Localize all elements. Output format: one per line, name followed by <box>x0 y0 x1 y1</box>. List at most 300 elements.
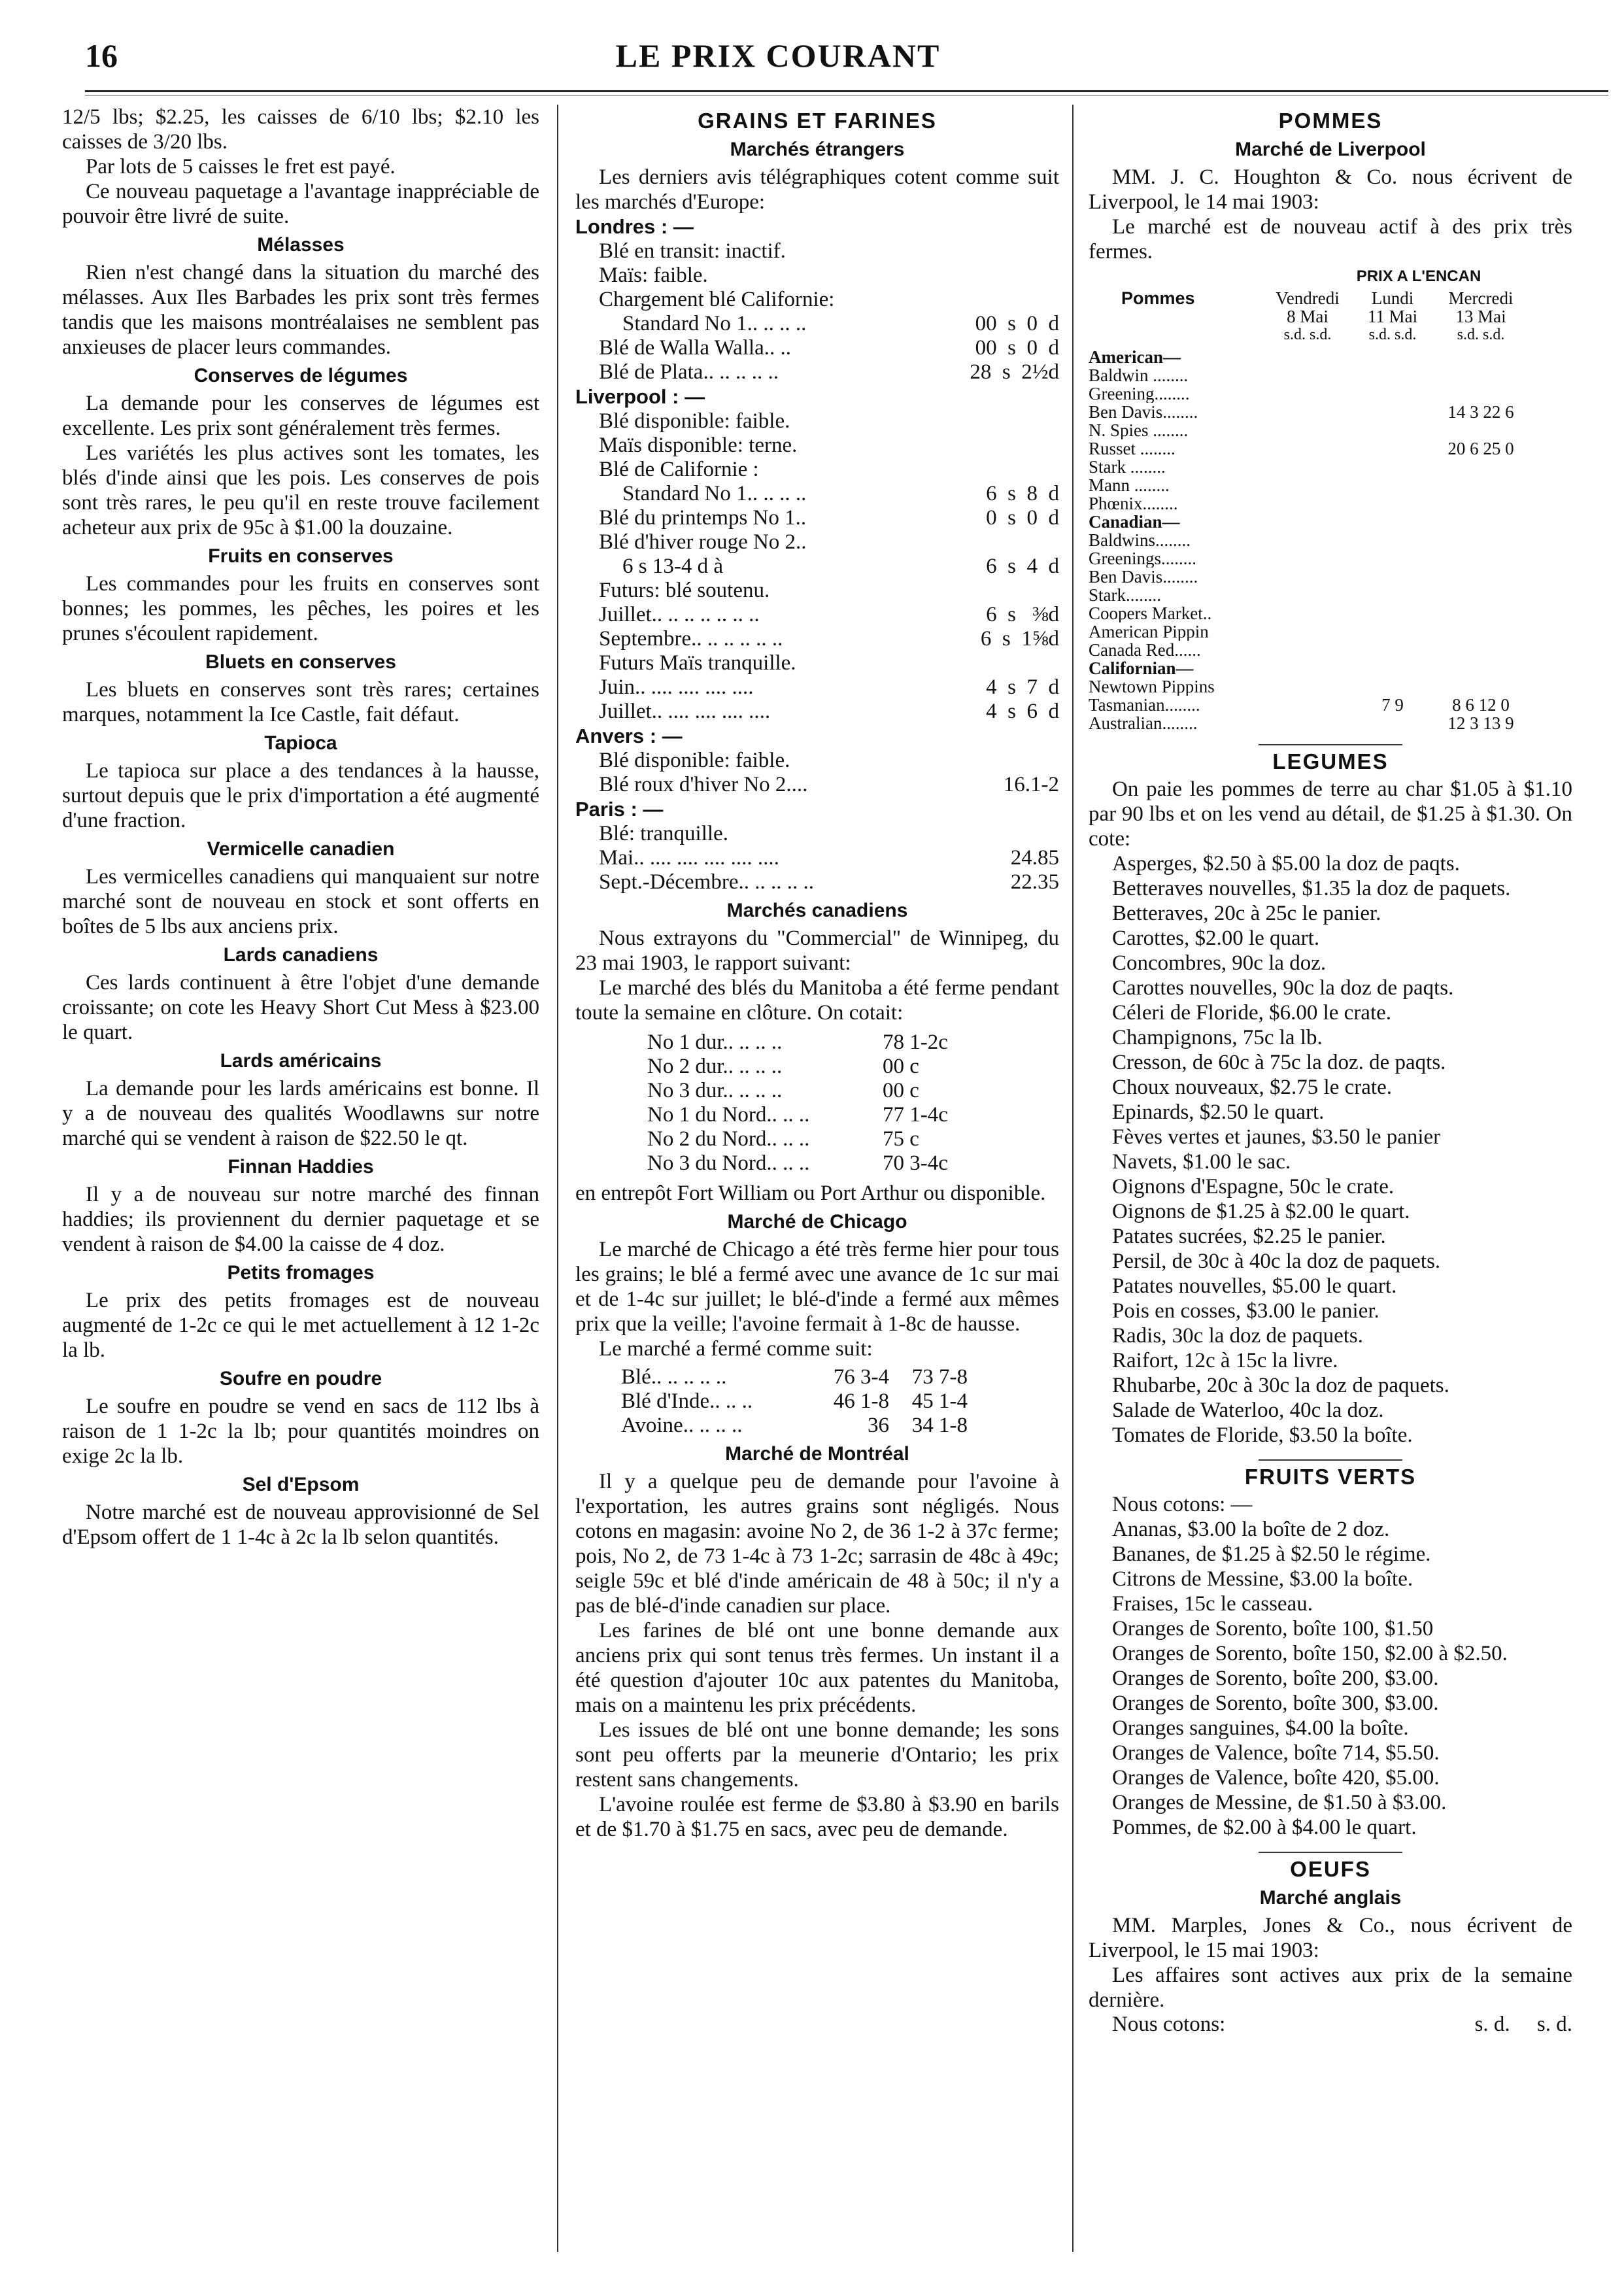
price-friday <box>1265 696 1350 714</box>
price-friday <box>1265 714 1350 732</box>
market-liverpool <box>575 384 1059 724</box>
paragraph: Les variétés les plus actives sont les tomates, les blés d'inde ainsi que les pois. Les conserves de pois sont très rares, le peu qu'il en reste trouve facilement acheteur aux prix de 95c à $1.00 la douzaine. <box>62 441 539 539</box>
grade-label: No 3 dur.. .. .. .. <box>647 1079 783 1102</box>
grade-price: 00 c <box>883 1079 919 1102</box>
price-line <box>575 360 1059 384</box>
apple-variety: Ben Davis........ <box>1089 568 1198 586</box>
section-title: FRUITS VERTS <box>1244 1465 1417 1489</box>
paragraph: Ces lards continuent à être l'objet d'une demande croissante; on cote les Heavy Short Cut Mess à $23.00 le quart. <box>62 971 539 1044</box>
article-list <box>62 233 539 1550</box>
grade-label: No 1 du Nord.. .. .. <box>647 1103 810 1127</box>
price-label: Blé du printemps No 1.. <box>599 506 807 530</box>
city-label: Liverpool : — <box>575 385 705 408</box>
paragraph: Les farines de blé ont une bonne demande aux anciens prix qui sont tenus très fermes. Un instant il a été question d'ajouter 10c aux patentes du Manitoba, mais on a maintenu les prix précédents. <box>575 1619 1059 1717</box>
vegetable-price: Navets, $1.00 le sac. <box>1112 1150 1291 1174</box>
price-label: Juillet.. .... .... .... .... <box>599 700 771 723</box>
price-value: 4 s 7 d <box>986 675 1059 699</box>
price-label: Blé de Californie : <box>599 458 759 481</box>
day-date: 11 Mai <box>1367 307 1418 326</box>
paragraph: 12/5 lbs; $2.25, les caisses de 6/10 lbs; $2.10 les caisses de 3/20 lbs. <box>62 105 539 154</box>
price-value: 16.1-2 <box>1003 773 1059 796</box>
paragraph: en entrepôt Fort William ou Port Arthur ou disponible. <box>575 1182 1046 1205</box>
price-label: Blé: tranquille. <box>599 822 728 845</box>
table-caption: PRIX A L'ENCAN <box>1356 267 1481 285</box>
vegetable-price: Patates nouvelles, $5.00 le quart. <box>1112 1274 1397 1298</box>
vegetable-price: Champignons, 75c la lb. <box>1112 1026 1323 1049</box>
price-monday <box>1350 458 1435 476</box>
price-line <box>575 651 1059 675</box>
price-line <box>575 434 1059 458</box>
unit-label: s.d. s.d. <box>1283 326 1332 343</box>
vegetable-price: Radis, 30c la doz de paquets. <box>1112 1324 1363 1348</box>
price-value: 0 s 0 d <box>986 506 1059 530</box>
section-heading: Lards américains <box>220 1050 382 1072</box>
price-line <box>575 603 1059 627</box>
fruit-price: Oranges sanguines, $4.00 la boîte. <box>1112 1716 1409 1740</box>
price-line <box>575 870 1059 894</box>
price-monday <box>1350 494 1435 513</box>
grade-price: 00 c <box>883 1055 919 1078</box>
column-divider <box>1072 105 1074 2252</box>
price-wednesday <box>1435 458 1527 476</box>
apple-origin: Californian— <box>1089 659 1194 677</box>
apple-variety: N. Spies ........ <box>1089 421 1189 439</box>
paragraph: Le marché des blés du Manitoba a été ferme pendant toute la semaine en clôture. On cotait: <box>575 976 1059 1025</box>
apple-variety: Canada Red...... <box>1089 641 1201 659</box>
price-wednesday: 12 3 13 9 <box>1447 714 1514 732</box>
price-line <box>575 336 1059 360</box>
price-monday <box>1350 677 1435 696</box>
vegetable-price: Oignons de $1.25 à $2.00 le quart. <box>1112 1200 1410 1223</box>
city-label: Paris : — <box>575 798 664 821</box>
price-label: Juillet.. .. .. .. .. .. .. <box>599 603 760 626</box>
paragraph: Le marché est de nouveau actif à des prix très fermes. <box>1089 215 1572 264</box>
vegetable-price: Betteraves nouvelles, $1.35 la doz de paquets. <box>1112 877 1511 900</box>
apple-variety: Greenings........ <box>1089 549 1196 568</box>
grade-label: No 3 du Nord.. .. .. <box>647 1151 810 1175</box>
vegetable-price: Epinards, $2.50 le quart. <box>1112 1100 1325 1124</box>
price-line <box>575 675 1059 700</box>
price-monday <box>1350 586 1435 604</box>
price-wednesday <box>1435 421 1527 439</box>
price-line <box>575 458 1059 482</box>
grade-label: No 1 dur.. .. .. .. <box>647 1030 783 1054</box>
section-heading: Tapioca <box>264 732 337 754</box>
grade-label: No 2 du Nord.. .. .. <box>647 1127 810 1151</box>
price-value: 6 s ⅜d <box>986 603 1059 626</box>
unit-label: s.d. s.d. <box>1457 326 1505 343</box>
price-label: Mai.. .... .... .... .... .... <box>599 846 779 870</box>
price-friday <box>1265 458 1350 476</box>
price-line <box>575 239 1059 264</box>
vegetable-price: Betteraves, 20c à 25c le panier. <box>1112 902 1381 925</box>
price-value: 00 s 0 d <box>975 312 1059 335</box>
section-title: OEUFS <box>1290 1857 1371 1881</box>
fruit-price: Oranges de Valence, boîte 420, $5.00. <box>1112 1766 1440 1790</box>
paragraph: Le tapioca sur place a des tendances à la hausse, surtout depuis que le prix d'importation a été augmenté d'une fraction. <box>62 759 539 832</box>
vegetable-price-list <box>1089 851 1572 1448</box>
subsection-title: Marchés canadiens <box>726 900 908 921</box>
city-label: Anvers : — <box>575 724 683 747</box>
apple-variety: Newtown Pippins <box>1089 677 1215 696</box>
price-monday <box>1350 366 1435 384</box>
subsection-title: Marché anglais <box>1259 1887 1402 1909</box>
price-wednesday <box>1435 366 1527 384</box>
price-monday <box>1350 348 1435 366</box>
price-list <box>575 822 1059 894</box>
grain-price-today: 76 3-4 <box>833 1365 889 1389</box>
column-label: Pommes <box>1121 289 1195 308</box>
vegetable-price: Oignons d'Espagne, 50c le crate. <box>1112 1175 1395 1198</box>
grade-price: 78 1-2c <box>883 1030 948 1054</box>
apple-variety: Phœnix........ <box>1089 494 1178 513</box>
apple-variety: Australian........ <box>1089 714 1198 732</box>
price-value: 6 s 4 d <box>986 554 1059 578</box>
price-friday <box>1265 439 1350 458</box>
apple-variety: Stark ........ <box>1089 458 1166 476</box>
vegetable-price: Salade de Waterloo, 40c la doz. <box>1112 1399 1384 1422</box>
price-label: Chargement blé Californie: <box>599 288 835 311</box>
price-line <box>575 506 1059 530</box>
apple-origin: Canadian— <box>1089 513 1180 531</box>
price-line <box>575 773 1059 797</box>
fruit-price: Oranges de Sorento, boîte 200, $3.00. <box>1112 1667 1439 1690</box>
paragraph: Il y a quelque peu de demande pour l'avoine à l'exportation, les autres grains sont négligés. Nous cotons en magasin: avoine No 2, de 36 1-2 à 37c ferme; pois, No 2, de 73 1-4c à 73 1-2c; sarrasin de 48c à 49c; seigle 59c et blé d'inde américain de 48 à 50c; il n'y a pas de blé-d'inde canadien sur place. <box>575 1470 1059 1618</box>
header-rule <box>85 90 1608 92</box>
paragraph: On paie les pommes de terre au char $1.05 à $1.10 par 90 lbs et on les vend au détail, de $1.25 à $1.30. On cote: <box>1089 777 1572 851</box>
paragraph: Les affaires sont actives aux prix de la semaine dernière. <box>1089 1964 1572 2012</box>
grain-label: Blé d'Inde.. .. .. <box>621 1389 753 1413</box>
fruit-price: Bananes, de $1.25 à $2.50 le régime. <box>1112 1542 1431 1566</box>
paragraph: Ce nouveau paquetage a l'avantage inappréciable de pouvoir être livré de suite. <box>62 180 539 228</box>
price-friday <box>1265 494 1350 513</box>
apple-variety: Mann ........ <box>1089 476 1170 494</box>
price-monday: 7 9 <box>1381 696 1404 714</box>
fruit-price: Oranges de Messine, de $1.50 à $3.00. <box>1112 1791 1447 1814</box>
price-monday <box>1350 384 1435 403</box>
fruit-price: Pommes, de $2.00 à $4.00 le quart. <box>1112 1816 1417 1839</box>
section-rule <box>1259 1459 1402 1461</box>
price-value: 6 s 1⅝d <box>980 627 1059 651</box>
price-label: Maïs: faible. <box>599 264 708 287</box>
price-label: Septembre.. .. .. .. .. .. <box>599 627 783 651</box>
price-line <box>575 579 1059 603</box>
vegetable-price: Fèves vertes et jaunes, $3.50 le panier <box>1112 1125 1441 1149</box>
price-value: 00 s 0 d <box>975 336 1059 360</box>
price-wednesday <box>1435 659 1527 677</box>
section-heading: Petits fromages <box>227 1262 375 1284</box>
price-label: Blé de Plata.. .. .. .. .. <box>599 360 779 384</box>
section-heading: Finnan Haddies <box>228 1156 374 1178</box>
apple-variety: Tasmanian........ <box>1089 696 1200 714</box>
grain-price-today: 46 1-8 <box>833 1389 889 1413</box>
grade-price: 77 1-4c <box>883 1103 948 1127</box>
price-value: 24.85 <box>1010 846 1059 870</box>
vegetable-price: Asperges, $2.50 à $5.00 la doz de paqts. <box>1112 852 1460 876</box>
section-heading: Conserves de légumes <box>194 365 408 386</box>
page-number: 16 <box>85 37 118 74</box>
price-monday <box>1350 659 1435 677</box>
apple-origin: American— <box>1089 348 1181 366</box>
section-rule <box>1259 1852 1402 1853</box>
section-title: GRAINS ET FARINES <box>698 109 937 133</box>
apple-variety: American Pippin <box>1089 622 1209 641</box>
section-title: LEGUMES <box>1272 749 1389 774</box>
price-friday <box>1265 476 1350 494</box>
price-monday <box>1350 641 1435 659</box>
price-wednesday <box>1435 513 1527 531</box>
price-label: Sept.-Décembre.. .. .. .. .. <box>599 870 814 894</box>
section-heading: Bluets en conserves <box>205 651 396 673</box>
price-wednesday <box>1435 476 1527 494</box>
paragraph: MM. J. C. Houghton & Co. nous écrivent de Liverpool, le 14 mai 1903: <box>1089 165 1572 214</box>
price-label: Standard No 1.. .. .. .. <box>622 482 807 505</box>
price-value: 4 s 6 d <box>986 700 1059 723</box>
grade-label: No 2 dur.. .. .. .. <box>647 1055 783 1078</box>
price-monday <box>1350 531 1435 549</box>
price-label: Futurs Maïs tranquille. <box>599 651 796 675</box>
price-friday <box>1265 568 1350 586</box>
market-anvers <box>575 724 1059 797</box>
paragraph: Les bluets en conserves sont très rares; certaines marques, notamment la Ice Castle, fait défaut. <box>62 678 539 726</box>
price-friday <box>1265 549 1350 568</box>
column-divider <box>557 105 558 2252</box>
price-label: Blé d'hiver rouge No 2.. <box>599 530 807 554</box>
grain-label: Avoine.. .. .. .. <box>621 1414 743 1437</box>
price-wednesday <box>1435 531 1527 549</box>
price-friday <box>1265 403 1350 421</box>
city-label: Londres : — <box>575 215 694 238</box>
day-date: 13 Mai <box>1455 307 1506 326</box>
unit-label: s.d. s.d. <box>1368 326 1417 343</box>
chicago-price-table <box>621 1365 1059 1438</box>
vegetable-price: Raifort, 12c à 15c la livre. <box>1112 1349 1338 1372</box>
price-label: 6 s 13-4 d à <box>622 554 723 578</box>
paragraph: Nous cotons: — <box>1112 1493 1253 1516</box>
price-value: 6 s 8 d <box>986 482 1059 505</box>
column-right <box>1089 105 1572 2252</box>
day-name: Mercredi <box>1448 289 1514 308</box>
vegetable-price: Concombres, 90c la doz. <box>1112 951 1327 975</box>
price-wednesday <box>1435 384 1527 403</box>
subsection-title: Marchés étrangers <box>730 139 905 160</box>
price-label: Futurs: blé soutenu. <box>599 579 770 602</box>
paragraph: Notre marché est de nouveau approvisionné de Sel d'Epsom offert de 1 1-4c à 2c la lb selon quantités. <box>62 1501 539 1549</box>
apple-price-table <box>1089 348 1572 732</box>
price-friday <box>1265 348 1350 366</box>
price-line <box>575 312 1059 336</box>
section-heading: Lards canadiens <box>223 944 379 966</box>
price-label: Blé en transit: inactif. <box>599 239 786 263</box>
price-wednesday <box>1435 641 1527 659</box>
price-line <box>575 554 1059 579</box>
price-monday <box>1350 622 1435 641</box>
apple-variety: Stark........ <box>1089 586 1161 604</box>
paragraph: Le marché a fermé comme suit: <box>599 1337 873 1361</box>
paragraph: Le soufre en poudre se vend en sacs de 112 lbs à raison de 1 1-2c la lb; pour quantités moindres on exige 2c la lb. <box>62 1395 539 1468</box>
price-friday <box>1265 513 1350 531</box>
subsection-title: Marché de Liverpool <box>1235 139 1426 160</box>
apple-table-header <box>1089 289 1572 344</box>
fruit-price: Oranges de Sorento, boîte 100, $1.50 <box>1112 1617 1434 1640</box>
price-value: s. d. s. d. <box>1474 2013 1572 2036</box>
price-line <box>1089 2013 1572 2037</box>
price-monday <box>1350 421 1435 439</box>
spacer <box>1089 326 1265 344</box>
grade-price: 75 c <box>883 1127 919 1151</box>
grade-price: 70 3-4c <box>883 1151 948 1175</box>
price-line <box>575 409 1059 434</box>
grain-price-previous: 73 7-8 <box>911 1365 968 1389</box>
page-header <box>85 34 1608 86</box>
vegetable-price: Tomates de Floride, $3.50 la boîte. <box>1112 1423 1413 1447</box>
price-list <box>575 749 1059 797</box>
fruit-price: Oranges de Valence, boîte 714, $5.50. <box>1112 1741 1440 1765</box>
section-rule <box>1259 744 1402 745</box>
vegetable-price: Rhubarbe, 20c à 30c la doz de paquets. <box>1112 1374 1449 1397</box>
section-title: POMMES <box>1278 109 1383 133</box>
price-line <box>575 700 1059 724</box>
price-monday <box>1350 476 1435 494</box>
wheat-price-table <box>647 1030 1059 1176</box>
price-friday <box>1265 677 1350 696</box>
price-wednesday <box>1435 604 1527 622</box>
apple-variety: Russet ........ <box>1089 439 1176 458</box>
price-wednesday <box>1435 622 1527 641</box>
price-monday <box>1350 403 1435 421</box>
vegetable-price: Carottes nouvelles, 90c la doz de paqts. <box>1112 976 1454 1000</box>
price-list <box>575 409 1059 724</box>
price-label: Blé roux d'hiver No 2.... <box>599 773 808 796</box>
price-monday <box>1350 439 1435 458</box>
price-line <box>575 749 1059 773</box>
paragraph: Les vermicelles canadiens qui manquaient sur notre marché sont de nouveau en stock et sont offerts en boîtes de 5 lbs aux anciens prix. <box>62 865 539 938</box>
price-label: Maïs disponible: terne. <box>599 434 798 457</box>
price-wednesday <box>1435 586 1527 604</box>
subsection-title: Marché de Chicago <box>727 1211 907 1232</box>
price-line <box>575 288 1059 312</box>
paragraph: Les issues de blé ont une bonne demande; les sons sont peu offerts par la meunerie d'Ontario; les prix restent sans changements. <box>575 1718 1059 1792</box>
apple-variety: Baldwin ........ <box>1089 366 1189 384</box>
paragraph: Nous extrayons du "Commercial" de Winnipeg, du 23 mai 1903, le rapport suivant: <box>575 926 1059 975</box>
paragraph: Les commandes pour les fruits en conserves sont bonnes; les pommes, les pêches, les poires et les prunes s'écoulent rapidement. <box>62 572 539 645</box>
section-heading: Soufre en poudre <box>219 1368 382 1389</box>
apple-variety: Greening........ <box>1089 384 1190 403</box>
paragraph: Rien n'est changé dans la situation du marché des mélasses. Aux Iles Barbades les prix sont très fermes tandis que les maisons montréalaises ne semblent pas anxieuses de placer leurs commandes. <box>62 261 539 359</box>
section-heading: Mélasses <box>257 234 345 256</box>
subsection-title: Marché de Montréal <box>725 1443 909 1465</box>
price-line <box>575 846 1059 870</box>
price-value: 22.35 <box>1010 870 1059 894</box>
day-name: Vendredi <box>1276 289 1340 308</box>
price-line <box>575 822 1059 846</box>
price-wednesday <box>1435 494 1527 513</box>
paragraph: Les derniers avis télégraphiques cotent comme suit les marchés d'Europe: <box>575 165 1059 214</box>
day-header <box>1350 289 1435 326</box>
price-friday <box>1265 366 1350 384</box>
fruit-price: Citrons de Messine, $3.00 la boîte. <box>1112 1567 1413 1591</box>
fruit-price-list <box>1089 1517 1572 1840</box>
grain-price-previous: 34 1-8 <box>911 1414 968 1437</box>
price-label: Blé disponible: faible. <box>599 409 790 433</box>
paragraph: La demande pour les conserves de légumes est excellente. Les prix sont généralement très fermes. <box>62 392 539 440</box>
price-friday <box>1265 604 1350 622</box>
section-heading: Vermicelle canadien <box>207 838 395 860</box>
vegetable-price: Pois en cosses, $3.00 le panier. <box>1112 1299 1379 1323</box>
price-line <box>575 627 1059 651</box>
price-friday <box>1265 641 1350 659</box>
price-friday <box>1265 384 1350 403</box>
paragraph: La demande pour les lards américains est bonne. Il y a de nouveau des qualités Woodlawns sur notre marché qui se vendent à raison de $22.50 le qt. <box>62 1077 539 1150</box>
paragraph: Par lots de 5 caisses le fret est payé. <box>86 155 396 178</box>
vegetable-price: Cresson, de 60c à 75c la doz. de paqts. <box>1112 1051 1446 1074</box>
price-wednesday <box>1435 677 1527 696</box>
fruit-price: Oranges de Sorento, boîte 150, $2.00 à $2.50. <box>1112 1642 1508 1665</box>
vegetable-price: Persil, de 30c à 40c la doz de paquets. <box>1112 1250 1441 1273</box>
fruit-price: Oranges de Sorento, boîte 300, $3.00. <box>1112 1692 1439 1715</box>
fruit-price: Ananas, $3.00 la boîte de 2 doz. <box>1112 1518 1390 1541</box>
price-label: Nous cotons: <box>1112 2013 1226 2036</box>
paragraph: MM. Marples, Jones & Co., nous écrivent de Liverpool, le 15 mai 1903: <box>1089 1914 1572 1962</box>
paragraph: Il y a de nouveau sur notre marché des finnan haddies; ils proviennent du dernier paquetage et se vendent à raison de $4.00 la caisse de 4 doz. <box>62 1183 539 1256</box>
price-wednesday <box>1435 568 1527 586</box>
price-friday <box>1265 659 1350 677</box>
price-wednesday <box>1435 549 1527 568</box>
day-name: Lundi <box>1371 289 1414 308</box>
price-label: Juin.. .... .... .... .... <box>599 675 754 699</box>
vegetable-price: Choux nouveaux, $2.75 le crate. <box>1112 1076 1392 1099</box>
price-wednesday: 20 6 25 0 <box>1447 439 1514 458</box>
market-londres <box>575 214 1059 384</box>
price-value: 28 s 2½d <box>970 360 1059 384</box>
newspaper-title: LE PRIX COURANT <box>615 37 941 74</box>
day-header <box>1265 289 1350 326</box>
price-label: Standard No 1.. .. .. .. <box>622 312 807 335</box>
price-friday <box>1265 421 1350 439</box>
column-middle <box>575 105 1059 2252</box>
fruit-price: Fraises, 15c le casseau. <box>1112 1592 1313 1616</box>
price-line <box>575 530 1059 554</box>
section-heading: Sel d'Epsom <box>242 1474 360 1495</box>
market-paris <box>575 797 1059 894</box>
price-monday <box>1350 513 1435 531</box>
grain-label: Blé.. .. .. .. .. <box>621 1365 727 1389</box>
apple-variety: Coopers Market.. <box>1089 604 1212 622</box>
price-wednesday <box>1435 348 1527 366</box>
price-wednesday: 8 6 12 0 <box>1452 696 1510 714</box>
apple-variety: Ben Davis........ <box>1089 403 1198 421</box>
price-monday <box>1350 714 1435 732</box>
vegetable-price: Patates sucrées, $2.25 le panier. <box>1112 1225 1386 1248</box>
price-friday <box>1265 531 1350 549</box>
price-friday <box>1265 622 1350 641</box>
price-label: Blé de Walla Walla.. .. <box>599 336 792 360</box>
paragraph: Le marché de Chicago a été très ferme hier pour tous les grains; le blé a fermé avec une avance de 1c sur mai et de 1-4c sur juillet; le blé-d'inde a fermé aux mêmes prix que la veille; l'avoine fermait à 1-8c de hausse. <box>575 1238 1059 1336</box>
price-wednesday: 14 3 22 6 <box>1447 403 1514 421</box>
price-monday <box>1350 568 1435 586</box>
column-left <box>62 105 539 2252</box>
price-label: Blé disponible: faible. <box>599 749 790 772</box>
paragraph: L'avoine roulée est ferme de $3.80 à $3.90 en barils et de $1.70 à $1.75 en sacs, avec peu de demande. <box>575 1793 1059 1841</box>
vegetable-price: Céleri de Floride, $6.00 le crate. <box>1112 1001 1392 1025</box>
price-monday <box>1350 604 1435 622</box>
price-line <box>575 264 1059 288</box>
day-header <box>1435 289 1527 326</box>
price-list <box>575 239 1059 384</box>
price-line <box>575 482 1059 506</box>
vegetable-price: Carottes, $2.00 le quart. <box>1112 926 1320 950</box>
day-date: 8 Mai <box>1287 307 1328 326</box>
